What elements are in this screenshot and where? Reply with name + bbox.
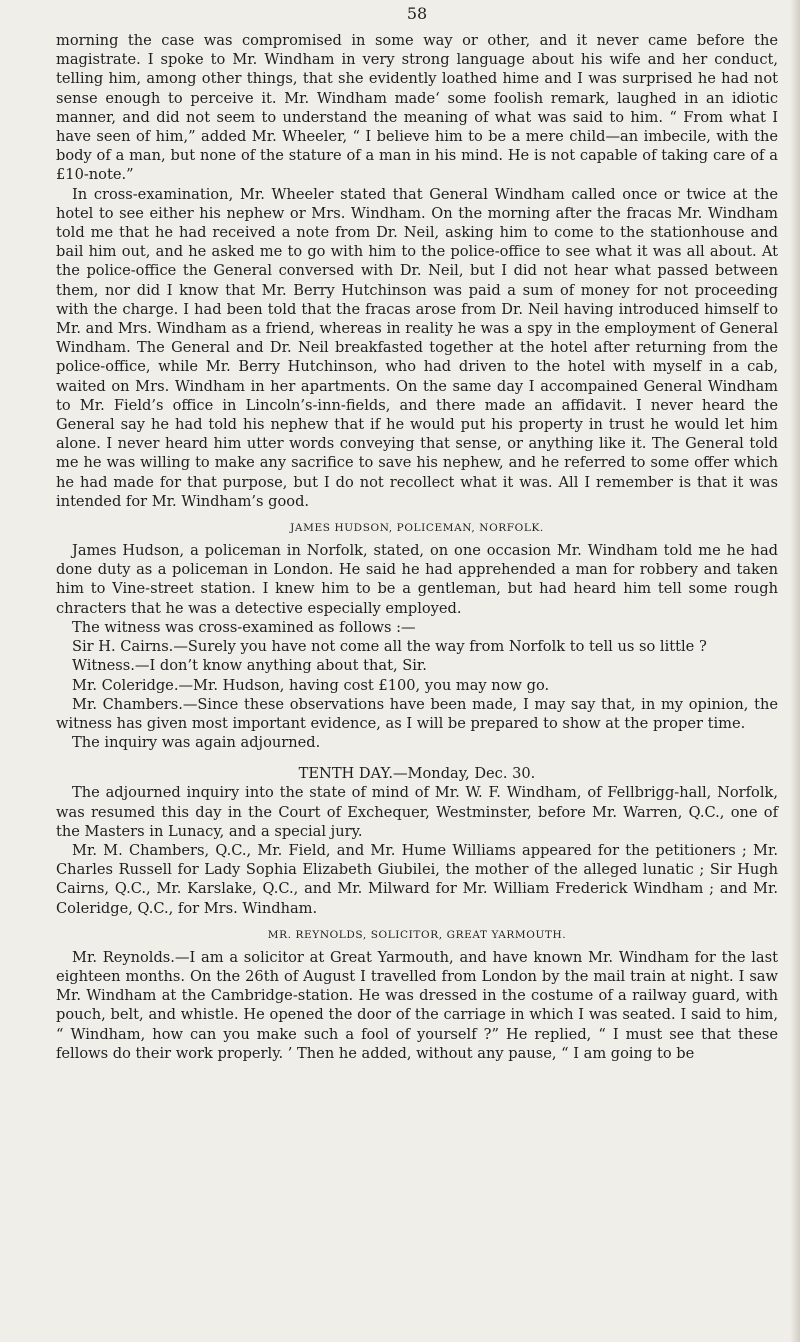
paragraph-hudson-statement: James Hudson, a policeman in Norfolk, stated, on one occasion Mr. Windham told me he had done duty as a policeman in London. He said he had apprehended a man for robbery and taken him to Vine-street station. I knew him to be a gentleman, but had heard him tell some rough chracters that he was a detective especially employed. — [56, 542, 778, 617]
paragraph-continuation: morning the case was compromised in some way or other, and it never came before the magistrate. I spoke to Mr. Windham in very strong language about his wife and her conduct, telling him, among other things, that she evidently loathed hime and I was surprised he had not sense enough to perceive it. Mr. Windham made‘ some foolish remark, laughed in an idiotic manner, and did not seem to understand the meaning of what was said to him. “ From what I have seen of him,” added Mr. Wheeler, “ I believe him to be a mere child—an imbecile, with the body of a man, but none of the stature of a man in his mind. He is not capable of taking care of a £10-note.” — [56, 32, 778, 184]
paragraph-cairns: Sir H. Cairns.—Surely you have not come all the way from Norfolk to tell us so little ? — [72, 638, 707, 656]
paragraph-cross-examination: In cross-examination, Mr. Wheeler stated that General Windham called once or twice at the hotel to see either his nephew or Mrs. Windham. On the morning after the fracas Mr. Windham told me that he had received a note from Dr. Neil, asking him to come to the stationhouse and bail him out, and he asked me to go with him to the police-office to see what it was all about. At the police-office the General conversed with Dr. Neil, but I did not hear what passed between them, nor did I know that Mr. Berry Hutchinson was paid a sum of money for not proceeding with the charge. I had been told that the fracas arose from Dr. Neil having introduced himself to Mr. and Mrs. Windham as a friend, whereas in reality he was a spy in the employment of General Windham. The General and Dr. Neil breakfasted together at the hotel after returning from the police-office, while Mr. Berry Hutchinson, who had driven to the hotel with myself in a cab, waited on Mrs. Windham in her apartments. On the same day I accompained General Windham to Mr. Field’s office in Lincoln’s-inn-fields, and there made an affidavit. I never heard the General say he had told his nephew that if he would put his property in trust he would let him alone. I never heard him utter words conveying that sense, or anything like it. The General told me he was willing to make any sacrifice to save his nephew, and he referred to some offer which he had made for that purpose, but I do not recollect what it was. All I remember is that it was intended for Mr. Windham’s good. — [56, 185, 778, 510]
paragraph-adjourned: The inquiry was again adjourned. — [72, 734, 321, 752]
section-heading-reynolds: MR. REYNOLDS, SOLICITOR, GREAT YARMOUTH. — [267, 928, 567, 941]
paragraph-reynolds-statement: Mr. Reynolds.—I am a solicitor at Great Yarmouth, and have known Mr. Windham for the last eighteen months. On the 26th of August I travelled from London by the mail train at night. I saw Mr. Windham at the Cambridge-station. He was dressed in the costume of a railway guard, with pouch, belt, and whistle. He opened the door of the carriage in which I was seated. I said to him, “ Windham, how can you make such a fool of yourself ?” He replied, “ I must see that these fellows do their work properly. ’ Then he added, without any pause, “ I am going to be — [56, 948, 778, 1062]
page-edge-shadow — [790, 0, 800, 1342]
paragraph-coleridge: Mr. Coleridge.—Mr. Hudson, having cost £100, you may now go. — [72, 676, 550, 694]
paragraph-chambers: Mr. Chambers.—Since these observations have been made, I may say that, in my opinion, the witness has given most important evidence, as I will be prepared to show at the proper time. — [56, 695, 778, 732]
paragraph-cross-examined: The witness was cross-examined as follows :— — [72, 618, 416, 636]
paragraph-witness: Witness.—I don’t know anything about that, Sir. — [72, 657, 427, 675]
paragraph-inquiry-resumed: The adjourned inquiry into the state of mind of Mr. W. F. Windham, of Fellbrigg-hall, Norfolk, was resumed this day in the Court of Exchequer, Westminster, before Mr. Warren, Q.C., one of the Masters in Lunacy, and a special jury. — [56, 784, 778, 840]
page-number: 58 — [406, 4, 428, 23]
section-heading-tenth-day: TENTH DAY.—Monday, Dec. 30. — [298, 765, 536, 783]
paragraph-counsel: Mr. M. Chambers, Q.C., Mr. Field, and Mr. Hume Williams appeared for the petitioners ; Mr. Charles Russell for Lady Sophia Elizabeth Giubilei, the mother of the alleged lunatic ; Sir Hugh Cairns, Q.C., Mr. Karslake, Q.C., and Mr. Milward for Mr. William Frederick Windham ; and Mr. Coleridge, Q.C., for Mrs. Windham. — [56, 841, 778, 917]
section-heading-hudson: JAMES HUDSON, POLICEMAN, NORFOLK. — [290, 522, 544, 535]
